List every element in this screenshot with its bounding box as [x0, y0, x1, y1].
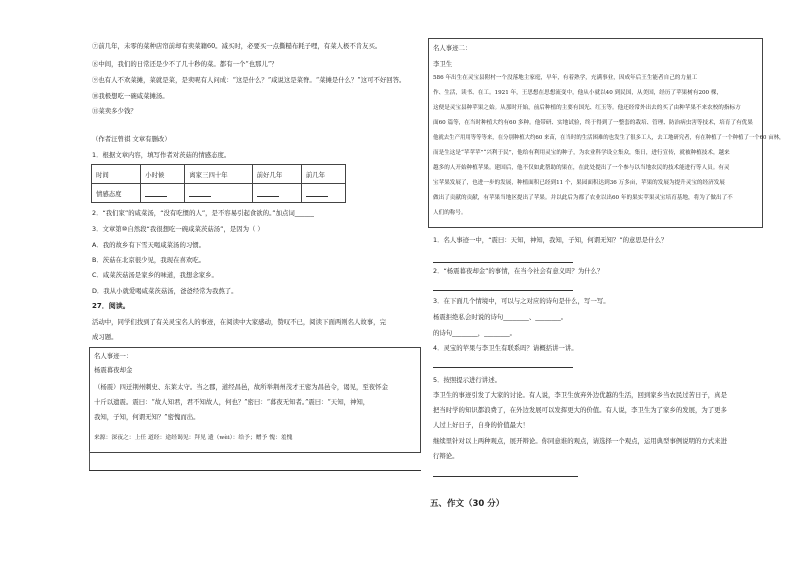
table-cell: 前几年 [301, 165, 345, 184]
right-question-5: 5．按照提示进行讲述。 [433, 376, 501, 384]
option-a[interactable]: A．我的故乡有下雪天喝咸菜汤的习惯。 [92, 241, 206, 249]
story-2-line: 而是生这是“苹苹苹”“兴利于民”，他给有利用灵宝的种子，为农业科学设立集众，集日，进行宣传，就被种植技术，越来 [433, 150, 730, 156]
paragraph-9: ⑨也有人不欢菜摊，菜就是菜，是卖呢有人问成：“这是什么？”咸说这是菜脊。“菜摊是什么？”这可不好回答。 [92, 76, 406, 84]
paragraph-10: ⑩我极想吃一碗咸菜摊汤。 [92, 92, 169, 100]
right-question-1: 1．名人事迹一中，“震曰：天知，神知，我知，子知，何谓无知？”的意思是什么？ [433, 236, 668, 244]
story-2-title: 名人事迹二： [433, 44, 472, 52]
table-cell: 情感态度 [92, 184, 141, 203]
source-note: （作者汪曾祺 文章有删改） [92, 135, 171, 143]
table-row [92, 184, 346, 203]
story-2-line: 越多的人开始种植苹果。建国后，他不仅如此帮助的果在，在此处提出了一个参与以当地农民的技术能进行等人员。有灵 [433, 165, 730, 171]
story-2-line: 做出了贡献的贡献，有苹果当地区提出了苹果。并以此后为都了农业以出60 年的果实苹果灵宝培育基地，将为了做出了不 [433, 195, 733, 201]
story-2-line: 他就去生产用用等等等来，在分别种植大约60 来苗，在当时的生活困难的也发生了很多工人，去工地研究者，有在种植了一个种植了一个60 亩林， [433, 135, 785, 141]
answer-cell[interactable] [141, 184, 185, 203]
answer-line-2[interactable] [433, 290, 573, 291]
story-2-line: 宝苹果发展了，也进一步的发展，种植面积已经到11 个，果园面积达到36 万多亩，苹果的发展为提升灵宝的经济发展 [433, 180, 725, 186]
story-2-name: 李卫生 [433, 60, 453, 68]
story-1-line-3: 我知，子知，何谓无知？”密愧而出。 [94, 413, 200, 421]
discussion-line: 把当时学的知识都浪费了，在外边发展可以发挥更大的价值。有人说，李卫生为了家乡的发展，为了更多 [433, 406, 727, 414]
paragraph-7: ⑦前几年，未零的菜种店帘前却有卖菜籍60。减买时，必要买一点撕糙布耗子哩，有菜人极不肯友买。 [92, 42, 382, 50]
section-5-heading: 五、作文（30 分） [430, 499, 505, 509]
story-1-note: 来源：深夜之：上任 道经：途经谒见：拜见 遗（wèi）：给予；赠予 愧：羞愧 [94, 435, 293, 441]
discussion-line: 继续里针对以上两种观点，展开辩论。你同意谁的观点，请选择一个观点，运用典型事例说明的方式来进 [433, 437, 727, 445]
answer-line-1[interactable] [433, 262, 573, 263]
story-1-title: 名人事迹一： [94, 352, 133, 360]
paragraph-11: ⑪菜卖多少钱？ [92, 107, 137, 115]
story-2-line: 586 年出生在灵宝县附村一个没落地主家庭，早年，有着熟学，充满事业，因成年后王生能者自己的力量工 [433, 75, 698, 81]
story-2-line: 人们的称号。 [433, 210, 467, 216]
frame-bottom-line [89, 470, 421, 471]
option-d[interactable]: D．我从小就爱喝咸菜茨菇汤，爸爸经常为我熬了。 [92, 287, 238, 295]
table-cell: 离家三四十年 [185, 165, 252, 184]
story-2-line: 作、生活，读书、在工。1921 年，王思想在思想流变中，他从小就以40 到民国，从美国，经历了苹果树有200 棵， [433, 90, 723, 96]
activity-text-line-2: 成习题。 [92, 333, 118, 341]
right-question-3-b: 的诗句________，________。 [433, 329, 517, 337]
activity-text-line-1: 活动中，同学们找到了有关灵宝名人的事迹，在阅读中大家感动，赞叹不已，阅读下面两则名人故事，完 [92, 318, 386, 326]
story-1-line-2: 十斤以遗震。震曰：“故人知君，君不知故人，何也？”密曰：“暮夜无知者。”震曰：“天知，神知， [94, 398, 370, 406]
paragraph-8: ⑧中间，我们的日常还是少不了几十秒的菜。都有一个“也那儿”？ [92, 60, 278, 68]
table-cell: 时间 [92, 165, 141, 184]
right-question-4: 4．灵宝的苹果与李卫生有联系吗？请概括讲一讲。 [433, 344, 578, 352]
story-2-line: 面60 篇等，在当时种植大约有60 多种。他带研、实地试验，终于得到了一整套的栽培、管理、防治病虫害等技术，培育了有优果 [433, 120, 753, 126]
story-1-subtitle: 杨震暮夜却金 [94, 366, 133, 374]
table-cell: 前好几年 [252, 165, 301, 184]
right-question-2: 2．“杨震暮夜却金”的事情，在当今社会有意义吗？为什么？ [433, 267, 604, 275]
story-2-line: 这便是灵宝县种苹果之始。从那时开始，前后种植的主要有国光、红玉等。他还经常外出去的买了由种苹果不来农校的指标方 [433, 105, 741, 111]
question-2: 2．“我们家”的咸菜汤，“没有吃惯的人”，是不容易引起食欲的。”加点词______ [92, 209, 314, 217]
answer-line-4[interactable] [433, 367, 573, 368]
discussion-line: 行辩论。 [433, 452, 459, 460]
answer-line-5[interactable] [433, 476, 578, 477]
right-question-3: 3．在下面几个情境中，可以与之对应的诗句是什么，写一写。 [433, 297, 610, 305]
answer-cell[interactable] [185, 184, 252, 203]
right-question-3-a: 杨震拒绝私会时说的诗句________、________。 [433, 313, 568, 321]
answer-cell[interactable] [252, 184, 301, 203]
discussion-line: 人过上好日子，自身的价值最大！ [433, 421, 529, 429]
answer-cell[interactable] [301, 184, 345, 203]
question-1: 1．根据文章内容，填写作者对茨菇的情感态度。 [92, 151, 231, 159]
table-cell: 小时候 [141, 165, 185, 184]
table-row [92, 165, 346, 184]
story-1-line-1: （杨震）四迁荆州刺史、东莱太守。当之郡，道经昌邑，故所举荆州茂才王密为昌邑令，谒见，至夜怀金 [94, 383, 388, 391]
option-c[interactable]: C．咸菜茨菇汤是家乡的味道，我想念家乡。 [92, 271, 218, 279]
question-27: 27．阅读。 [92, 302, 130, 310]
frame-line [89, 451, 90, 470]
emotion-table [91, 164, 346, 203]
option-b[interactable]: B．茨菇在北京很少见，我现在喜欢吃。 [92, 256, 206, 264]
discussion-line: 李卫生的事迹引发了大家的讨论。有人说，李卫生放弃外边优越的生活，回到家乡当农民过苦日子，真是 [433, 391, 727, 399]
question-3: 3．文章第⑩自然段“我很想吃一碗咸菜茨菇汤”，是因为（ ） [92, 225, 264, 233]
